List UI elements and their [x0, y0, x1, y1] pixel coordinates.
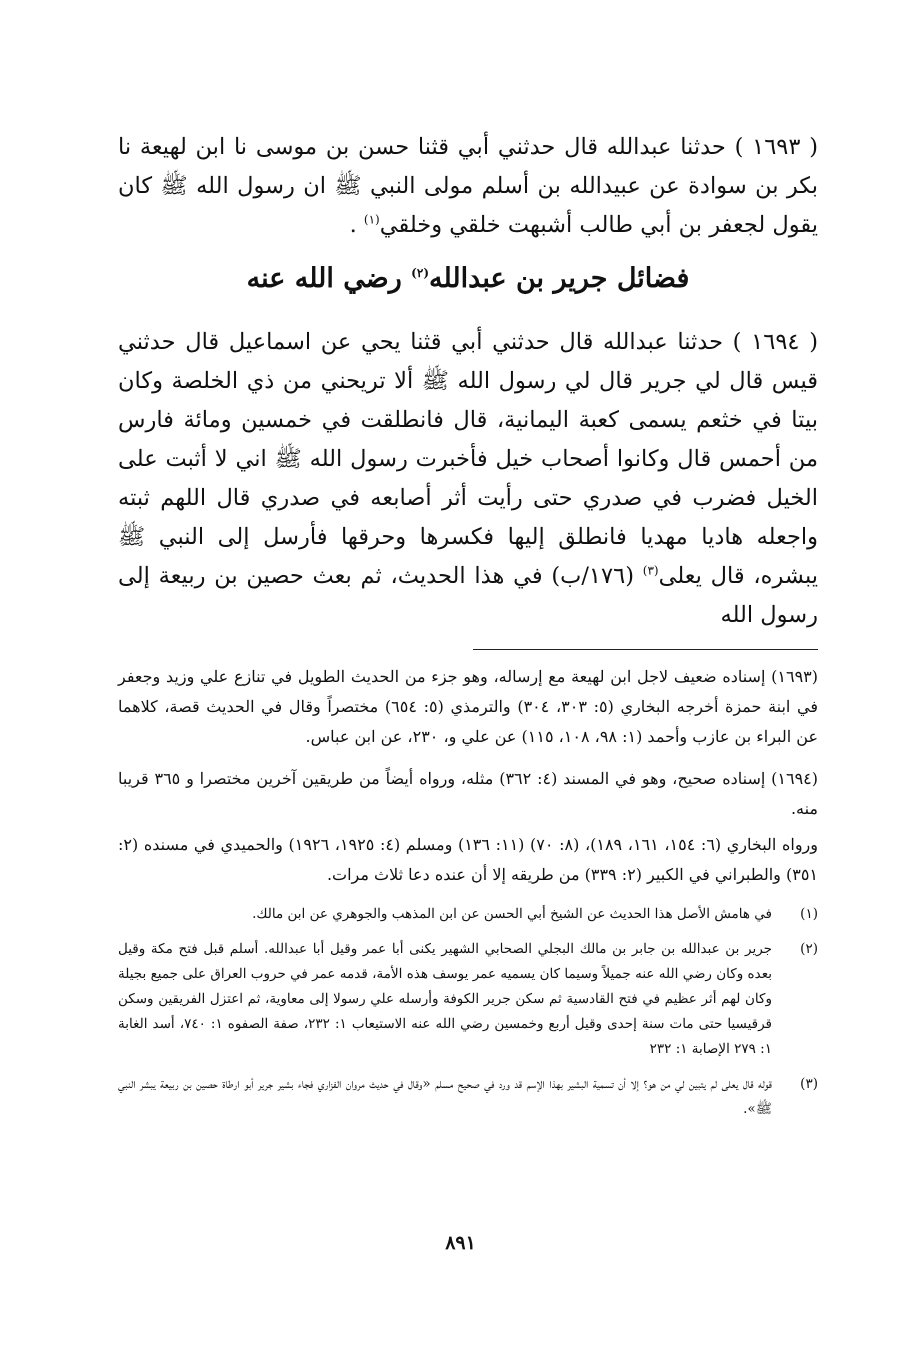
page-number: ٨٩١	[445, 1232, 476, 1254]
footnote-ref-3: (٣)	[642, 563, 659, 578]
footnote-number: (٢)	[800, 941, 818, 957]
note-1693	[118, 662, 818, 752]
note-1693-text: (١٦٩٣) إسناده ضعيف لاجل ابن لهيعة مع إرساله، وهو جزء من الحديث الطويل في تنازع علي وزيد وجعفر في ابنة حمزة أخرجه البخاري (٥: ٣٠٣، ٣٠٤) والترمذي (٥: ٦٥٤) مختصراً وقال في الحديث قصة، كلاهما عن البراء بن عازب وأحمد (١: ٩٨، ١٠٨، ١١٥) عن علي و، ٢٣٠، عن ابن عباس.	[118, 667, 819, 746]
section-heading	[118, 259, 818, 299]
note-1694-text-a: (١٦٩٤) إسناده صحيح، وهو في المسند (٤: ٣٦٢) مثله، ورواه أيضاً من طريقين آخرين مختصرا و ٣٦٥ قريبا منه.	[118, 769, 819, 818]
footnote-text: جرير بن عبدالله بن جابر بن مالك البجلي الصحابي الشهير يكنى أبا عمر وقيل أبا عبدالله. أسلم قبل فتح مكة وقيل بعده وكان رضي الله عنه جميلاً وسيما كان يسميه عمر يوسف هذه الأمة، قدمه عمر في حروب العراق على جميع بجيلة وكان لهم أثر عظيم في فتح القادسية ثم سكن جرير الكوفة وأرسله علي رسولا إلى معاوية، ثم اعتزل الفريقين وسكن قرقيسيا حتى مات سنة إحدى وقيل أربع وخمسين رضي الله عنه الاستيعاب ١: ٢٣٢، صفة الصفوه ١: ٧٤٠، أسد الغابة ١: ٢٧٩ الإصابة ١: ٢٣٢	[118, 941, 772, 1057]
footnote-1	[118, 902, 818, 927]
hadith-1694-part1: ( ١٦٩٤ ) حدثنا عبدالله قال حدثني أبي قثنا يحي عن اسماعيل قال حدثني قيس قال لي جرير قال لي رسول الله ﷺ ألا تريحني من ذي الخلصة وكان بيتا في خثعم يسمى كعبة اليمانية، قال فانطلقت في خمسين ومائة فارس من أحمس قال وكانوا أصحاب خيل فأخبرت رسول الله ﷺ اني لا أثبت على الخيل فضرب في صدري حتى رأيت أثر أصابعه في صدري قال اللهم ثبته واجعله هاديا مهديا فانطلق إليها فكسرها وحرقها فأرسل إلى النبي ﷺ يبشره، قال يعلى	[118, 329, 819, 589]
footnote-ref-1: (١)	[363, 212, 380, 227]
footnote-3	[118, 1072, 818, 1122]
footnote-text: في هامش الأصل هذا الحديث عن الشيخ أبي الحسن عن ابن المذهب والجوهري عن ابن مالك.	[252, 906, 772, 922]
footnotes	[118, 902, 818, 1122]
section-heading-tail: رضي الله عنه	[246, 263, 412, 294]
footnote-2	[118, 937, 818, 1062]
document-page	[118, 128, 818, 1278]
hadith-1693	[118, 128, 818, 245]
footnote-ref-2: (٢)	[411, 266, 429, 280]
main-text	[118, 128, 818, 635]
note-1694	[118, 764, 818, 890]
footnote-number: (٣)	[800, 1076, 818, 1092]
hadith-1694-part2: (١٧٦/ب) في هذا الحديث، ثم بعث حصين بن ربيعة إلى رسول الله	[118, 563, 818, 628]
hadith-1693-end: .	[349, 212, 364, 238]
hadith-1693-text: ( ١٦٩٣ ) حدثنا عبدالله قال حدثني أبي قثنا حسن بن موسى نا ابن لهيعة نا بكر بن سوادة عن عبيدالله بن أسلم مولى النبي ﷺ ان رسول الله ﷺ كان يقول لجعفر بن أبي طالب أشبهت خلقي وخلقي	[118, 134, 818, 238]
note-1694-text-b: ورواه البخاري (٦: ١٥٤، ١٦١، ١٨٩)، (٨: ٧٠) (١١: ١٣٦) ومسلم (٤: ١٩٢٥، ١٩٢٦) والحميدي في مسنده (٢: ٣٥١) والطبراني في الكبير (٢: ٣٣٩) من طريقه إلا أن عنده دعا ثلاث مرات.	[118, 835, 819, 884]
footnote-text: قوله قال يعلى لم يتبين لي من هو؟ إلا أن تسمية البشير بهذا الإسم قد ورد في صحيح مسلم «وقال في حديث مروان الفزاري فجاء بشير جرير أبو ارطاة حصين بن ربيعة يبشر النبي ﷺ».	[118, 1076, 772, 1117]
hadith-notes	[118, 662, 818, 890]
footnote-number: (١)	[800, 906, 818, 922]
section-heading-text: فضائل جرير بن عبدالله	[429, 263, 690, 294]
notes-divider	[473, 649, 818, 650]
hadith-1694	[118, 323, 818, 635]
